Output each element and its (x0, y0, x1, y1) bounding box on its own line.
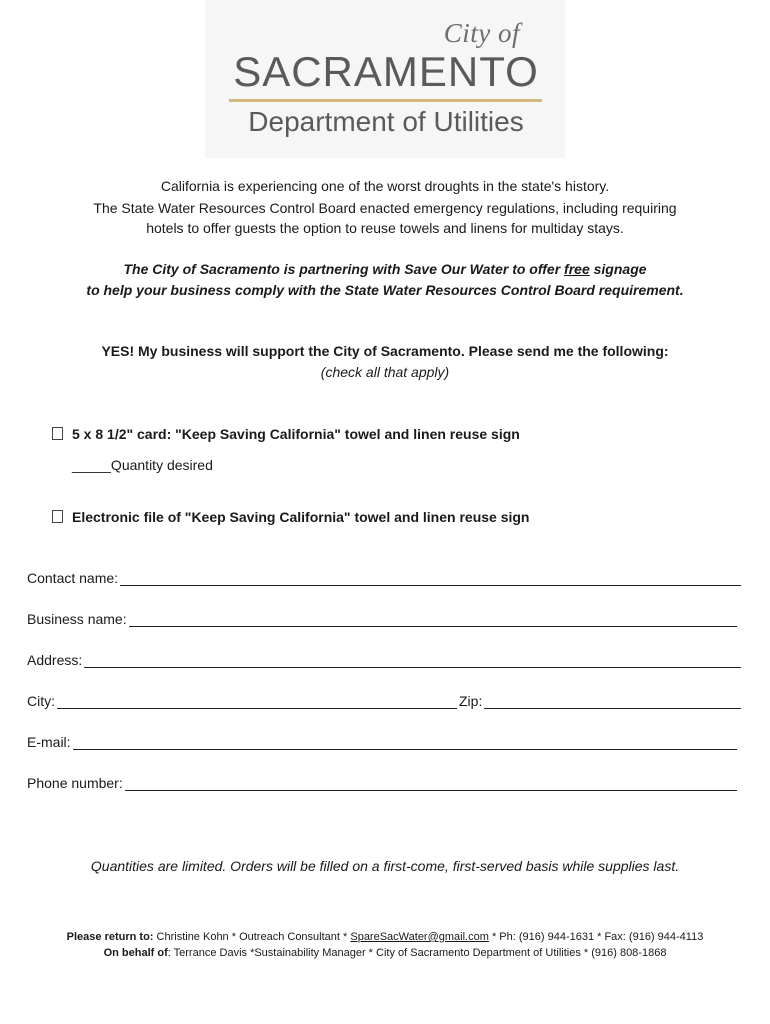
supply-notice: Quantities are limited. Orders will be filled on a first-come, first-served basis while supplies last. (90, 858, 680, 874)
footer-behalf (0, 947, 770, 959)
business-name-field[interactable] (27, 611, 737, 627)
option-electronic (52, 509, 529, 525)
logo-department: Department of Utilities (248, 106, 524, 137)
email-field[interactable] (27, 734, 737, 750)
intro-line-2: The State Water Resources Control Board enacted emergency regulations, including requiring (93, 200, 677, 216)
request-hint: (check all that apply) (320, 364, 450, 380)
partner-line-2: to help your business comply with the State Water Resources Control Board requirement. (86, 282, 684, 298)
intro-line-1: California is experiencing one of the worst droughts in the state's history. (160, 178, 610, 194)
option-card-quantity[interactable]: _____Quantity desired (72, 457, 213, 473)
footer-return-text-pre: Christine Kohn * Outreach Consultant * (153, 931, 351, 943)
phone-label: Phone number: (27, 775, 123, 791)
option-card-checkbox[interactable] (52, 427, 63, 440)
footer-email-link[interactable]: SpareSacWater@gmail.com (350, 931, 489, 943)
option-electronic-checkbox[interactable] (52, 510, 63, 523)
zip-line[interactable] (484, 696, 741, 709)
logo-divider (229, 99, 542, 102)
address-label: Address: (27, 652, 83, 668)
footer-behalf-label: On behalf of (103, 947, 168, 959)
business-name-line[interactable] (129, 614, 737, 627)
intro-line-3: hotels to offer guests the option to reuse towels and linens for multiday stays. (146, 220, 624, 236)
contact-name-label: Contact name: (27, 570, 119, 586)
logo-sacramento: SACRAMENTO (233, 48, 539, 95)
city-label: City: (27, 693, 55, 709)
city-line[interactable] (57, 696, 457, 709)
partner-text-pre: The City of Sacramento is partnering with Save Our Water to offer (123, 261, 565, 277)
option-card-label: 5 x 8 1/2" card: "Keep Saving California" towel and linen reuse sign (72, 426, 520, 442)
footer-return-text-post: * Ph: (916) 944-1631 * Fax: (916) 944-4113 (488, 931, 704, 943)
address-field[interactable] (27, 652, 741, 668)
phone-line[interactable] (125, 778, 737, 791)
logo-city-of: City of (443, 18, 520, 48)
email-label: E-mail: (27, 734, 71, 750)
footer-return-label: Please return to: (66, 931, 154, 943)
contact-name-field[interactable] (27, 570, 741, 586)
business-name-label: Business name: (27, 611, 127, 627)
option-electronic-label: Electronic file of "Keep Saving California" towel and linen reuse sign (72, 509, 530, 525)
zip-label: Zip: (459, 693, 483, 709)
phone-field[interactable] (27, 775, 737, 791)
email-line[interactable] (73, 737, 737, 750)
address-line[interactable] (84, 655, 741, 668)
partner-line-1 (0, 261, 770, 277)
footer-behalf-text: : Terrance Davis *Sustainability Manager * City of Sacramento Department of Utilities * (916) 808-1868 (167, 947, 667, 959)
option-card (52, 426, 520, 442)
contact-name-line[interactable] (120, 573, 741, 586)
partner-free: free (564, 261, 590, 277)
partner-text-post: signage (589, 261, 647, 277)
city-zip-field[interactable] (27, 693, 741, 709)
request-heading: YES! My business will support the City of Sacramento. Please send me the following: (101, 343, 669, 359)
footer-return (0, 931, 770, 943)
